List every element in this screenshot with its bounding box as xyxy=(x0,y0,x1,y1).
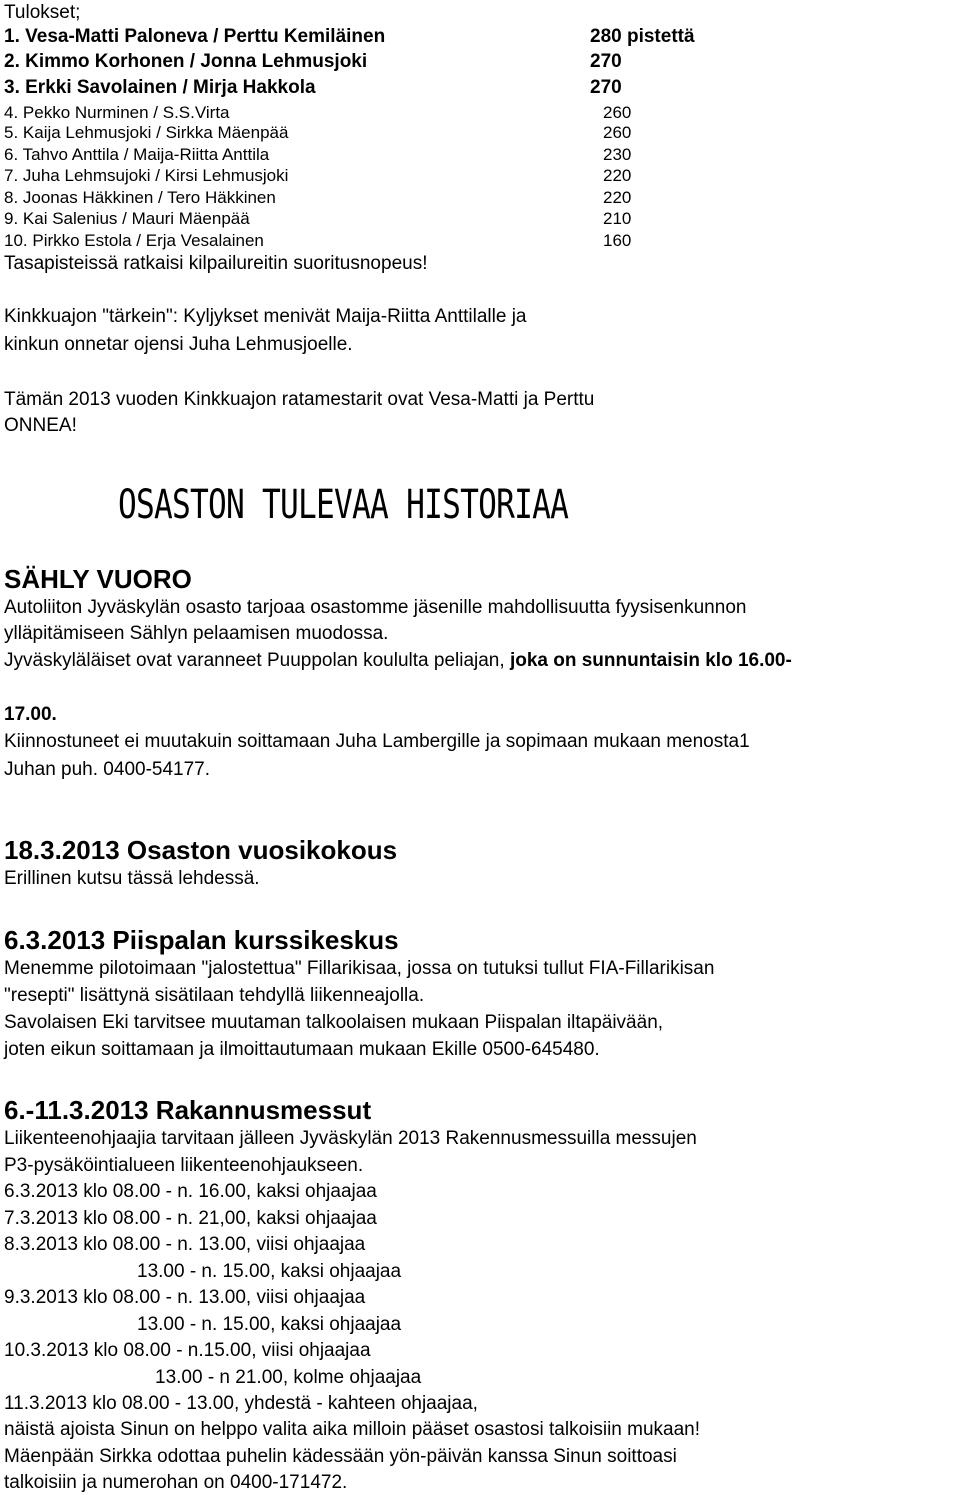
result-row-points: 230 xyxy=(603,145,632,164)
results-title: Tulokset; xyxy=(4,2,81,23)
result-row-name: 1. Vesa-Matti Paloneva / Perttu Kemiläinen xyxy=(4,26,386,47)
result-row-name: 7. Juha Lehmsujoki / Kirsi Lehmusjoki xyxy=(4,166,289,185)
result-row-points: 220 xyxy=(603,166,632,185)
sahly-text: Autoliiton Jyväskylän osasto tarjoaa osastomme jäsenille mahdollisuutta fyysisenkunnon xyxy=(4,597,747,618)
result-row-name: 9. Kai Salenius / Mauri Mäenpää xyxy=(4,209,250,228)
piispala-text: joten eikun soittamaan ja ilmoittautumaan mukaan Ekille 0500-645480. xyxy=(4,1039,600,1060)
result-row-name: 8. Joonas Häkkinen / Tero Häkkinen xyxy=(4,188,276,207)
sahly-time: 17.00. xyxy=(4,704,57,725)
messut-phone: talkoisiin ja numerohan on 0400-171472. xyxy=(4,1472,348,1493)
sahly-text xyxy=(4,651,792,670)
piispala-heading: 6.3.2013 Piispalan kurssikeskus xyxy=(4,925,399,955)
sahly-text: Kiinnostuneet ei muutakuin soittamaan Juha Lambergille ja sopimaan mukaan menosta1 xyxy=(4,731,750,752)
messut-text: näistä ajoista Sinun on helppo valita aika milloin pääset osastosi talkoisiin mukaan! xyxy=(4,1419,701,1440)
result-row-name: 6. Tahvo Anttila / Maija-Riitta Anttila xyxy=(4,145,270,164)
messut-text: Liikenteenohjaajia tarvitaan jälleen Jyväskylän 2013 Rakennusmessuilla messujen xyxy=(4,1128,697,1149)
meeting-heading: 18.3.2013 Osaston vuosikokous xyxy=(4,835,398,865)
result-row-points: 270 xyxy=(590,77,622,98)
messut-schedule: 6.3.2013 klo 08.00 - n. 16.00, kaksi ohjaajaa xyxy=(4,1181,377,1202)
messut-schedule: 8.3.2013 klo 08.00 - n. 13.00, viisi ohjaajaa xyxy=(4,1234,366,1255)
prize-text: Kinkkuajon "tärkein": Kyljykset menivät Maija-Riitta Anttilalle ja xyxy=(4,306,527,327)
result-row-points: 270 xyxy=(590,51,622,72)
result-row-points: 220 xyxy=(603,188,632,207)
messut-schedule: 11.3.2013 klo 08.00 - 13.00, yhdestä - kahteen ohjaajaa, xyxy=(4,1393,478,1414)
sahly-text: ylläpitämiseen Sählyn pelaamisen muodossa. xyxy=(4,623,389,644)
piispala-text: Savolaisen Eki tarvitsee muutaman talkoolaisen mukaan Piispalan iltapäivään, xyxy=(4,1012,664,1033)
tiebreak-note: Tasapisteissä ratkaisi kilpailureitin suoritusnopeus! xyxy=(4,253,428,274)
sahly-phone: Juhan puh. 0400-54177. xyxy=(4,759,211,780)
prize-text: kinkun onnetar ojensi Juha Lehmusjoelle. xyxy=(4,334,353,355)
messut-schedule: 13.00 - n 21.00, kolme ohjaajaa xyxy=(155,1367,422,1388)
result-row-name: 4. Pekko Nurminen / S.S.Virta xyxy=(4,103,230,122)
messut-schedule: 10.3.2013 klo 08.00 - n.15.00, viisi ohjaajaa xyxy=(4,1340,371,1361)
sahly-text-part: Jyväskyläläiset ovat varanneet Puuppolan koululta peliajan, xyxy=(4,650,510,671)
result-row-name: 3. Erkki Savolainen / Mirja Hakkola xyxy=(4,77,316,98)
result-row-points: 260 xyxy=(603,103,632,122)
piispala-text: Menemme pilotoimaan "jalostettua" Fillarikisaa, jossa on tutuksi tullut FIA-Fillarikisan xyxy=(4,958,715,979)
sahly-time: joka on sunnuntaisin klo 16.00- xyxy=(509,650,792,671)
messut-schedule: 13.00 - n. 15.00, kaksi ohjaajaa xyxy=(137,1314,402,1335)
champion-text: Tämän 2013 vuoden Kinkkuajon ratamestarit ovat Vesa-Matti ja Perttu xyxy=(4,389,595,410)
result-row-name: 10. Pirkko Estola / Erja Vesalainen xyxy=(4,231,264,250)
result-row-name: 5. Kaija Lehmusjoki / Sirkka Mäenpää xyxy=(4,123,289,142)
messut-text: P3-pysäköintialueen liikenteenohjaukseen. xyxy=(4,1155,364,1176)
result-row-points: 280 pistettä xyxy=(590,26,695,47)
messut-schedule: 13.00 - n. 15.00, kaksi ohjaajaa xyxy=(137,1261,402,1282)
result-row-points: 210 xyxy=(603,209,632,228)
result-row-points: 160 xyxy=(603,231,632,250)
messut-text: Mäenpään Sirkka odottaa puhelin kädessään yön-päivän kanssa Sinun soittoasi xyxy=(4,1446,677,1467)
piispala-text: "resepti" lisättynä sisätilaan tehdyllä liikenneajolla. xyxy=(4,985,425,1006)
meeting-text: Erillinen kutsu tässä lehdessä. xyxy=(4,868,260,889)
result-row-name: 2. Kimmo Korhonen / Jonna Lehmusjoki xyxy=(4,51,368,72)
sahly-heading: SÄHLY VUORO xyxy=(4,564,192,594)
result-row-points: 260 xyxy=(603,123,632,142)
messut-schedule: 7.3.2013 klo 08.00 - n. 21,00, kaksi ohjaajaa xyxy=(4,1208,377,1229)
messut-heading: 6.-11.3.2013 Rakannusmessut xyxy=(4,1095,372,1125)
messut-schedule: 9.3.2013 klo 08.00 - n. 13.00, viisi ohjaajaa xyxy=(4,1287,366,1308)
champion-text: ONNEA! xyxy=(4,415,77,436)
future-heading: OSASTON TULEVAA HISTORIAA xyxy=(118,482,569,528)
